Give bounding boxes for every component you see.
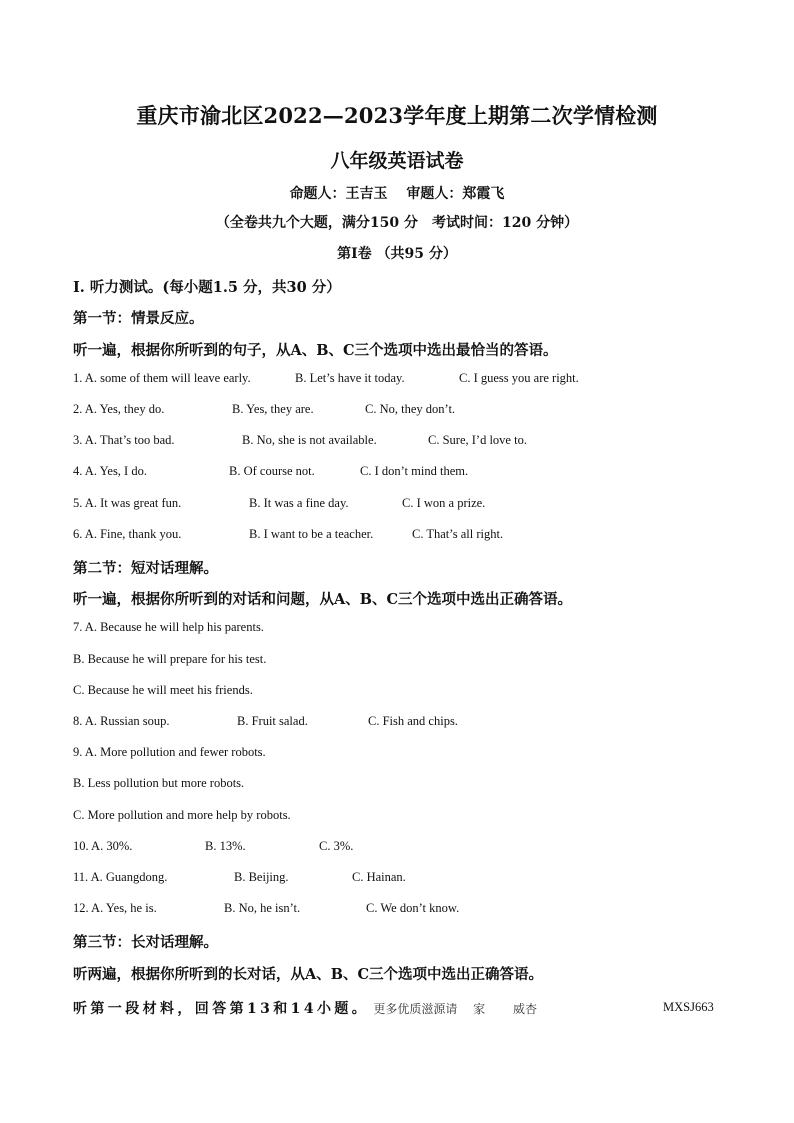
q3-option-c: C. Sure, I’d love to. [428, 433, 527, 447]
q6-option-a: 6. A. Fine, thank you. [73, 527, 182, 541]
part2-title: 第二节：短对话理解。 [73, 560, 218, 577]
q12-option-b: B. No, he isn’t. [224, 901, 301, 915]
part2-instruction: 听一遍，根据你所听到的对话和问题，从A、B、C三个选项中选出正确答语。 [73, 591, 573, 608]
part1-title: 第一节：情景反应。 [73, 310, 204, 327]
q2-option-a: 2. A. Yes, they do. [73, 402, 165, 416]
volume-heading: 第I卷 （共95 分） [337, 246, 457, 262]
q4-option-c: C. I don’t mind them. [360, 464, 469, 478]
q3-option-b: B. No, she is not available. [242, 433, 377, 447]
q1-option-a: 1. A. some of them will leave early. [73, 371, 251, 385]
q2-option-b: B. Yes, they are. [232, 402, 314, 416]
part3-instruction: 听两遍，根据你所听到的长对话，从A、B、C三个选项中选出正确答语。 [73, 966, 544, 983]
q7-option-c: C. Because he will meet his friends. [73, 683, 253, 697]
q1-option-b: B. Let’s have it today. [295, 371, 405, 385]
q4-option-b: B. Of course not. [229, 464, 315, 478]
q8-option-b: B. Fruit salad. [237, 714, 308, 728]
exam-subtitle: 八年级英语试卷 [330, 150, 464, 172]
exam-info: （全卷共九个大题，满分150 分 考试时间：120 分钟） [215, 215, 579, 231]
q11-option-c: C. Hainan. [352, 870, 406, 884]
section-heading: I. 听力测试。(每小题1.5 分，共30 分） [73, 279, 341, 296]
q1-option-c: C. I guess you are right. [459, 371, 579, 385]
q9-option-a: 9. A. More pollution and fewer robots. [73, 745, 266, 759]
watermark-text: 更多优质滋源请 家 威杏 [373, 1002, 537, 1016]
q8-option-a: 8. A. Russian soup. [73, 714, 170, 728]
q12-option-a: 12. A. Yes, he is. [73, 901, 157, 915]
q9-option-b: B. Less pollution but more robots. [73, 776, 245, 790]
material-line [73, 998, 723, 1018]
q9-option-c: C. More pollution and more help by robots. [73, 808, 291, 822]
q5-option-b: B. It was a fine day. [249, 496, 349, 510]
part3-title: 第三节：长对话理解。 [73, 934, 218, 951]
exam-authors: 命题人：王吉玉 审题人：郑霞飞 [289, 186, 505, 202]
watermark-code: MXSJ663 [663, 1000, 714, 1014]
q3-option-a: 3. A. That’s too bad. [73, 433, 175, 447]
q8-option-c: C. Fish and chips. [368, 714, 458, 728]
q7-option-b: B. Because he will prepare for his test. [73, 652, 267, 666]
q4-option-a: 4. A. Yes, I do. [73, 464, 147, 478]
q11-option-a: 11. A. Guangdong. [73, 870, 168, 884]
q12-option-c: C. We don’t know. [366, 901, 460, 915]
q2-option-c: C. No, they don’t. [365, 402, 456, 416]
material-lead: 听第一段材料，回答第13和14小题。 [73, 1001, 370, 1017]
q10-option-c: C. 3%. [319, 839, 354, 853]
q10-option-b: B. 13%. [205, 839, 246, 853]
q5-option-c: C. I won a prize. [402, 496, 486, 510]
part1-instruction: 听一遍，根据你所听到的句子，从A、B、C三个选项中选出最恰当的答语。 [73, 342, 558, 359]
q7-option-a: 7. A. Because he will help his parents. [73, 620, 264, 634]
exam-title: 重庆市渝北区2022—2023学年度上期第二次学情检测 [136, 103, 658, 128]
q5-option-a: 5. A. It was great fun. [73, 496, 182, 510]
q6-option-c: C. That’s all right. [412, 527, 504, 541]
q11-option-b: B. Beijing. [234, 870, 289, 884]
q10-option-a: 10. A. 30%. [73, 839, 133, 853]
q6-option-b: B. I want to be a teacher. [249, 527, 374, 541]
